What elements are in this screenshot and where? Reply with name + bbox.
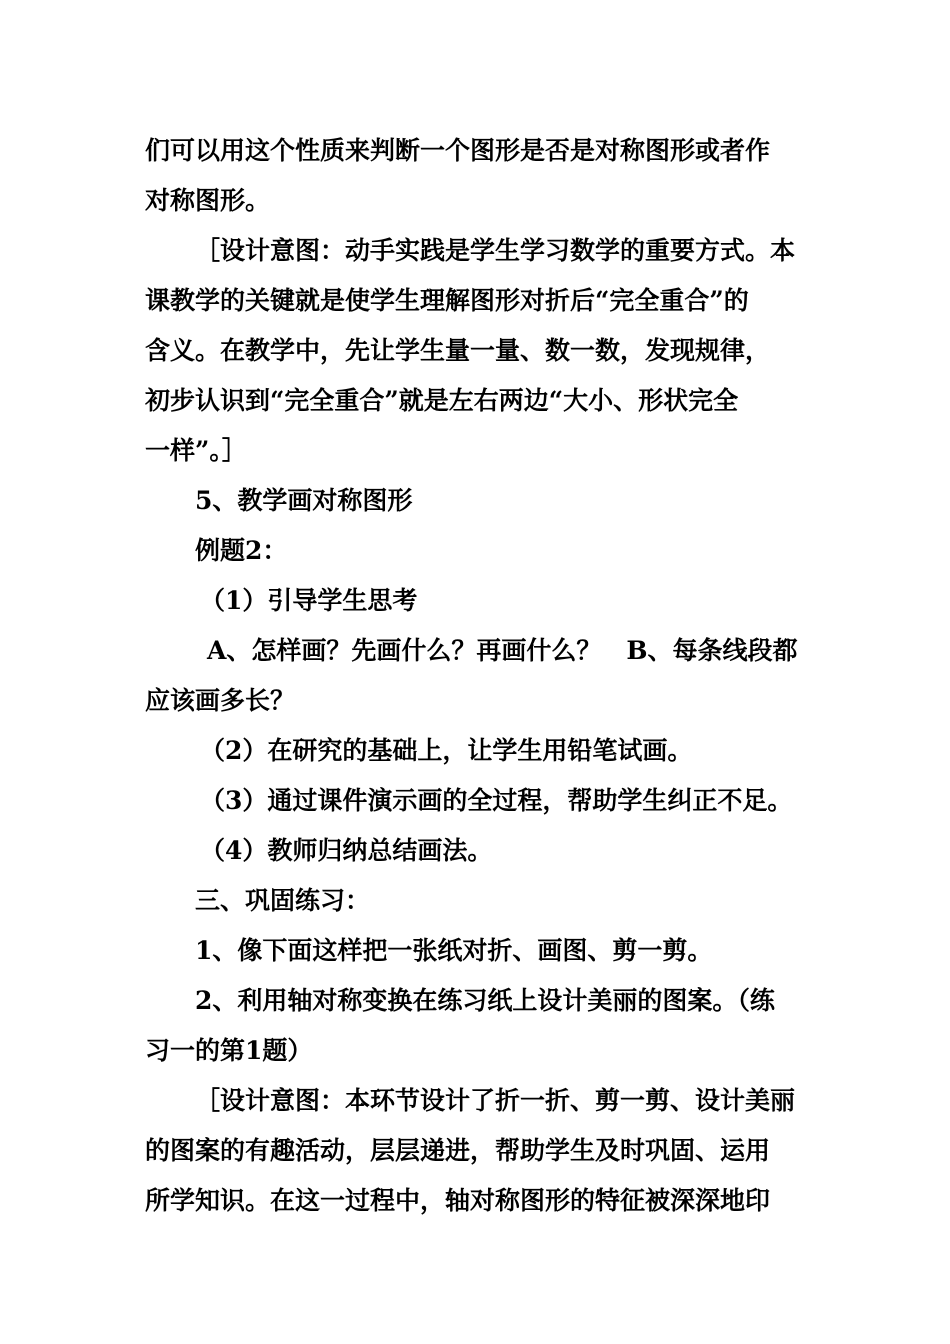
list-item: 2、利用轴对称变换在练习纸上设计美丽的图案。（练 — [195, 986, 775, 1015]
design-intent-paragraph-start: ［设计意图：本环节设计了折一折、剪一剪、设计美丽 — [195, 1086, 796, 1115]
text-line: 们可以用这个性质来判断一个图形是否是对称图形或者作 — [145, 136, 771, 165]
list-item: （3）通过课件演示画的全过程，帮助学生纠正不足。 — [200, 786, 793, 815]
text-line: 对称图形。 — [145, 186, 271, 215]
text-line: 初步认识到“完全重合”就是左右两边“大小、形状完全 — [145, 386, 739, 415]
text-line: 的图案的有趣活动，层层递进，帮助学生及时巩固、运用 — [145, 1136, 771, 1165]
list-item: （4）教师归纳总结画法。 — [200, 836, 493, 865]
text-line: 课教学的关键就是使学生理解图形对折后“完全重合”的 — [145, 286, 749, 315]
text-line: 习一的第1题） — [145, 1036, 313, 1065]
section-heading: 三、巩固练习： — [195, 886, 371, 915]
example-label: 例题2： — [195, 536, 288, 565]
text-line: 含义。在教学中，先让学生量一量、数一数，发现规律， — [145, 336, 771, 365]
design-intent-paragraph-start: ［设计意图：动手实践是学生学习数学的重要方式。本 — [195, 236, 796, 265]
text-line: 应该画多长？ — [145, 686, 296, 715]
list-item: （1）引导学生思考 — [200, 586, 418, 615]
section-heading: 5、教学画对称图形 — [195, 486, 413, 515]
list-item: （2）在研究的基础上，让学生用铅笔试画。 — [200, 736, 693, 765]
text-line: 所学知识。在这一过程中，轴对称图形的特征被深深地印 — [145, 1186, 771, 1215]
list-item: 1、像下面这样把一张纸对折、画图、剪一剪。 — [195, 936, 713, 965]
list-item: A、怎样画？先画什么？再画什么？ B、每条线段都 — [207, 636, 798, 665]
document-body — [145, 126, 815, 1226]
text-line: 一样”。］ — [145, 436, 247, 465]
